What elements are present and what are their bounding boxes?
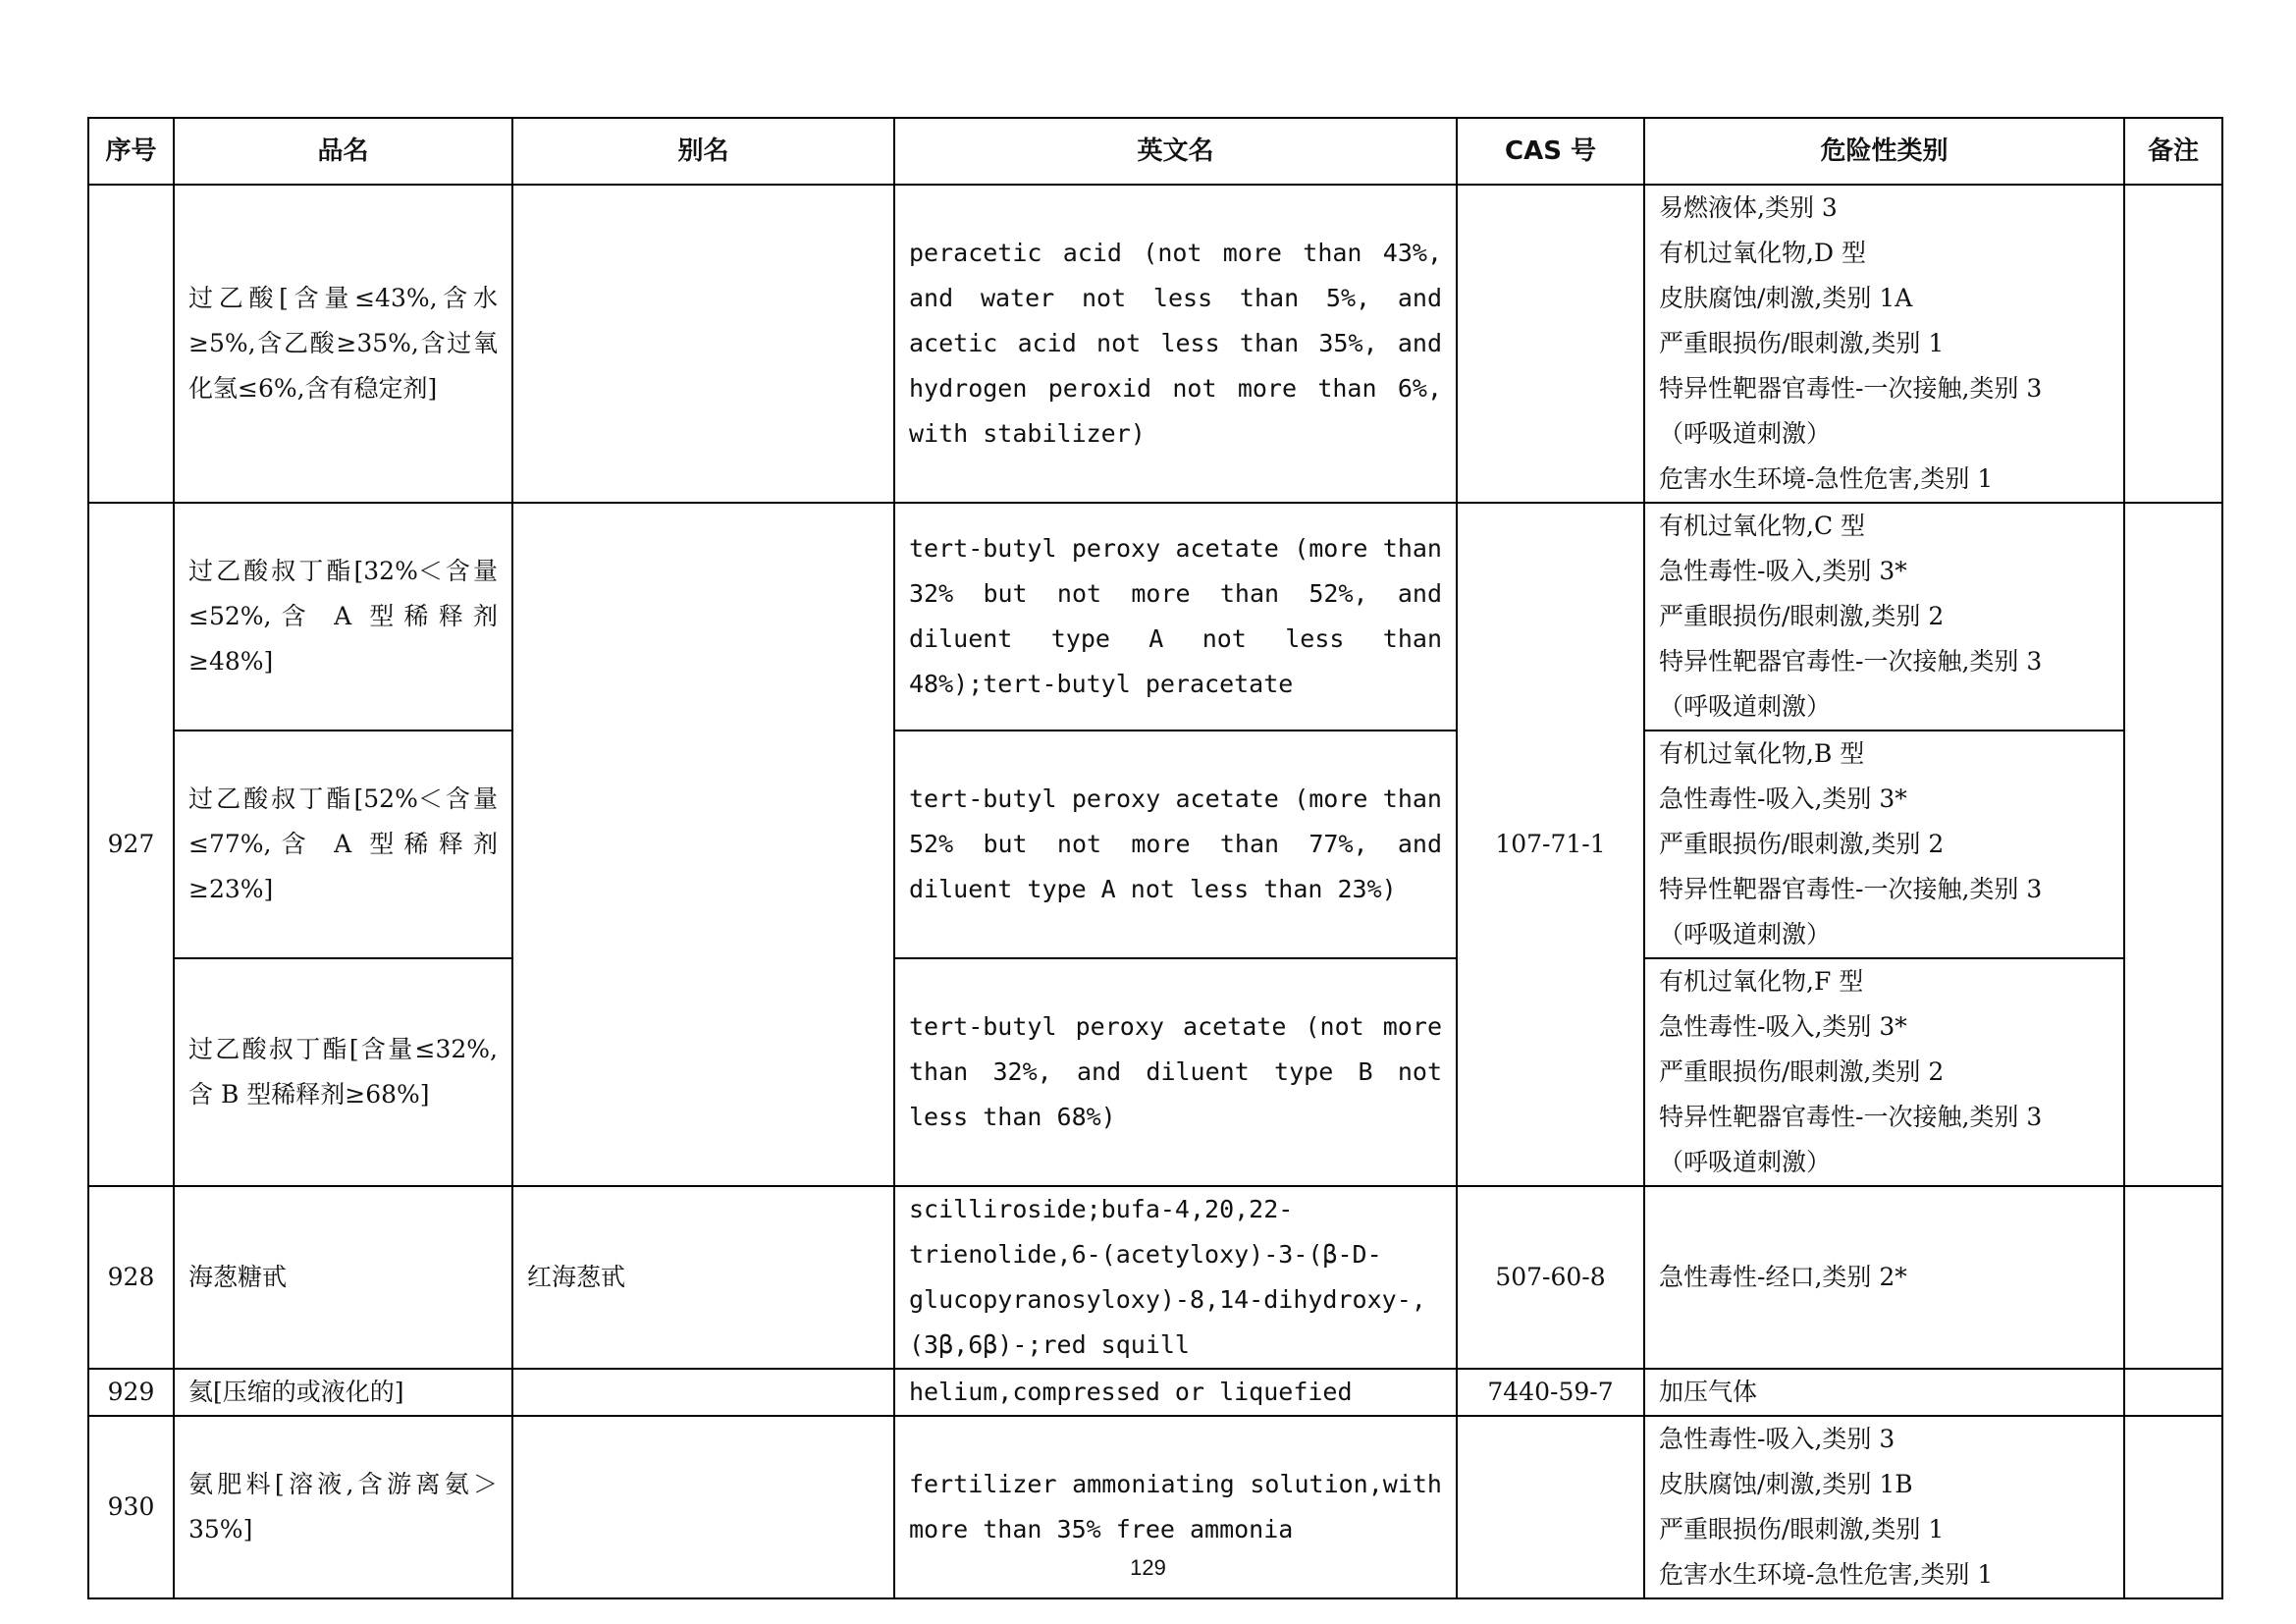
hazard-item: 特异性靶器官毒性-一次接触,类别 3: [1659, 374, 2043, 403]
hazard-cell: [1644, 503, 2124, 731]
hazard-item: 有机过氧化物,D 型: [1659, 239, 1866, 267]
hazard-item: 特异性靶器官毒性-一次接触,类别 3: [1659, 1103, 2043, 1131]
seq-cell: 928: [88, 1186, 174, 1369]
hazard-item: 危害水生环境-急性危害,类别 1: [1659, 464, 1994, 493]
hazard-item: 严重眼损伤/眼刺激,类别 2: [1659, 1057, 1945, 1086]
name-cell: 过乙酸叔丁酯[含量≤32%,含 B 型稀释剂≥68%]: [174, 958, 512, 1186]
cas-cell: [1457, 185, 1644, 503]
alias-cell: [512, 185, 894, 503]
hazard-cell: [1644, 1186, 2124, 1369]
hazard-item: 特异性靶器官毒性-一次接触,类别 3: [1659, 875, 2043, 903]
hazard-item: 特异性靶器官毒性-一次接触,类别 3: [1659, 647, 2043, 676]
header-english: 英文名: [894, 118, 1457, 185]
header-seq: 序号: [88, 118, 174, 185]
page-number: 129: [1130, 1555, 1166, 1580]
hazard-item: 严重眼损伤/眼刺激,类别 1: [1659, 1515, 1945, 1543]
table-row: [88, 958, 2222, 1186]
seq-cell: 929: [88, 1369, 174, 1416]
chemical-catalog-table: [87, 117, 2223, 1599]
hazard-item: 易燃液体,类别 3: [1659, 193, 1838, 222]
hazard-item: 危害水生环境-急性危害,类别 1: [1659, 1560, 1994, 1589]
hazard-cell: [1644, 1369, 2124, 1416]
table-row: [88, 1369, 2222, 1416]
table-header-row: [88, 118, 2222, 185]
name-cell: 氨肥料[溶液,含游离氨＞35%]: [174, 1416, 512, 1598]
remark-cell: [2124, 1186, 2222, 1369]
hazard-item: 严重眼损伤/眼刺激,类别 2: [1659, 602, 1945, 630]
hazard-item: （呼吸道刺激）: [1659, 1148, 1832, 1176]
remark-cell: [2124, 503, 2222, 1186]
hazard-cell: [1644, 731, 2124, 958]
hazard-item: 皮肤腐蚀/刺激,类别 1B: [1659, 1470, 1913, 1498]
remark-cell: [2124, 1369, 2222, 1416]
header-alias: 别名: [512, 118, 894, 185]
name-cell: 海葱糖甙: [174, 1186, 512, 1369]
header-remark: 备注: [2124, 118, 2222, 185]
hazard-item: 急性毒性-吸入,类别 3*: [1659, 1012, 1907, 1041]
alias-cell: 红海葱甙: [512, 1186, 894, 1369]
english-cell: tert-butyl peroxy acetate (not more than 32%, and diluent type B not less than 68%): [894, 958, 1457, 1186]
alias-cell: [512, 503, 894, 1186]
hazard-cell: [1644, 958, 2124, 1186]
hazard-item: 急性毒性-吸入,类别 3*: [1659, 557, 1907, 585]
hazard-item: 加压气体: [1659, 1378, 1758, 1406]
hazard-item: 有机过氧化物,B 型: [1659, 739, 1865, 768]
hazard-item: 严重眼损伤/眼刺激,类别 1: [1659, 329, 1945, 357]
hazard-item: 严重眼损伤/眼刺激,类别 2: [1659, 830, 1945, 858]
seq-cell: 927: [88, 503, 174, 1186]
hazard-item: （呼吸道刺激）: [1659, 920, 1832, 948]
english-cell: scilliroside;bufa-4,20,22-trienolide,6-(acetyloxy)-3-(β-D-glucopyranosyloxy)-8,14-dihydroxy-,(3β,6β)-;red squill: [894, 1186, 1457, 1369]
english-cell: tert-butyl peroxy acetate (more than 52% but not more than 77%, and diluent type A not less than 23%): [894, 731, 1457, 958]
name-cell: 氦[压缩的或液化的]: [174, 1369, 512, 1416]
seq-cell: 930: [88, 1416, 174, 1598]
name-cell: 过乙酸[含量≤43%,含水≥5%,含乙酸≥35%,含过氧化氢≤6%,含有稳定剂]: [174, 185, 512, 503]
header-name: 品名: [174, 118, 512, 185]
hazard-item: （呼吸道刺激）: [1659, 692, 1832, 721]
alias-cell: [512, 1369, 894, 1416]
hazard-item: 有机过氧化物,F 型: [1659, 967, 1864, 996]
header-hazard: 危险性类别: [1644, 118, 2124, 185]
hazard-item: 急性毒性-吸入,类别 3: [1659, 1425, 1896, 1453]
english-cell: fertilizer ammoniating solution,with more than 35% free ammonia: [894, 1416, 1457, 1598]
hazard-item: （呼吸道刺激）: [1659, 419, 1832, 448]
table-row: [88, 185, 2222, 503]
table-row: [88, 731, 2222, 958]
cas-cell: 107-71-1: [1457, 503, 1644, 1186]
english-cell: tert-butyl peroxy acetate (more than 32% but not more than 52%, and diluent type A not less than 48%);tert-butyl peracetate: [894, 503, 1457, 731]
hazard-item: 皮肤腐蚀/刺激,类别 1A: [1659, 284, 1913, 312]
remark-cell: [2124, 185, 2222, 503]
header-cas: CAS 号: [1457, 118, 1644, 185]
hazard-item: 急性毒性-经口,类别 2*: [1659, 1263, 1907, 1291]
cas-cell: 507-60-8: [1457, 1186, 1644, 1369]
hazard-item: 急性毒性-吸入,类别 3*: [1659, 785, 1907, 813]
table-row: [88, 1186, 2222, 1369]
name-cell: 过乙酸叔丁酯[52%＜含量≤77%,含 A 型稀释剂≥23%]: [174, 731, 512, 958]
english-cell: peracetic acid (not more than 43%, and water not less than 5%, and acetic acid not less than 35%, and hydrogen peroxid not more than 6%, with stabilizer): [894, 185, 1457, 503]
table-row: [88, 503, 2222, 731]
name-cell: 过乙酸叔丁酯[32%＜含量≤52%,含 A 型稀释剂≥48%]: [174, 503, 512, 731]
seq-cell: [88, 185, 174, 503]
cas-cell: 7440-59-7: [1457, 1369, 1644, 1416]
hazard-item: 有机过氧化物,C 型: [1659, 512, 1866, 540]
hazard-cell: [1644, 185, 2124, 503]
english-cell: helium,compressed or liquefied: [894, 1369, 1457, 1416]
